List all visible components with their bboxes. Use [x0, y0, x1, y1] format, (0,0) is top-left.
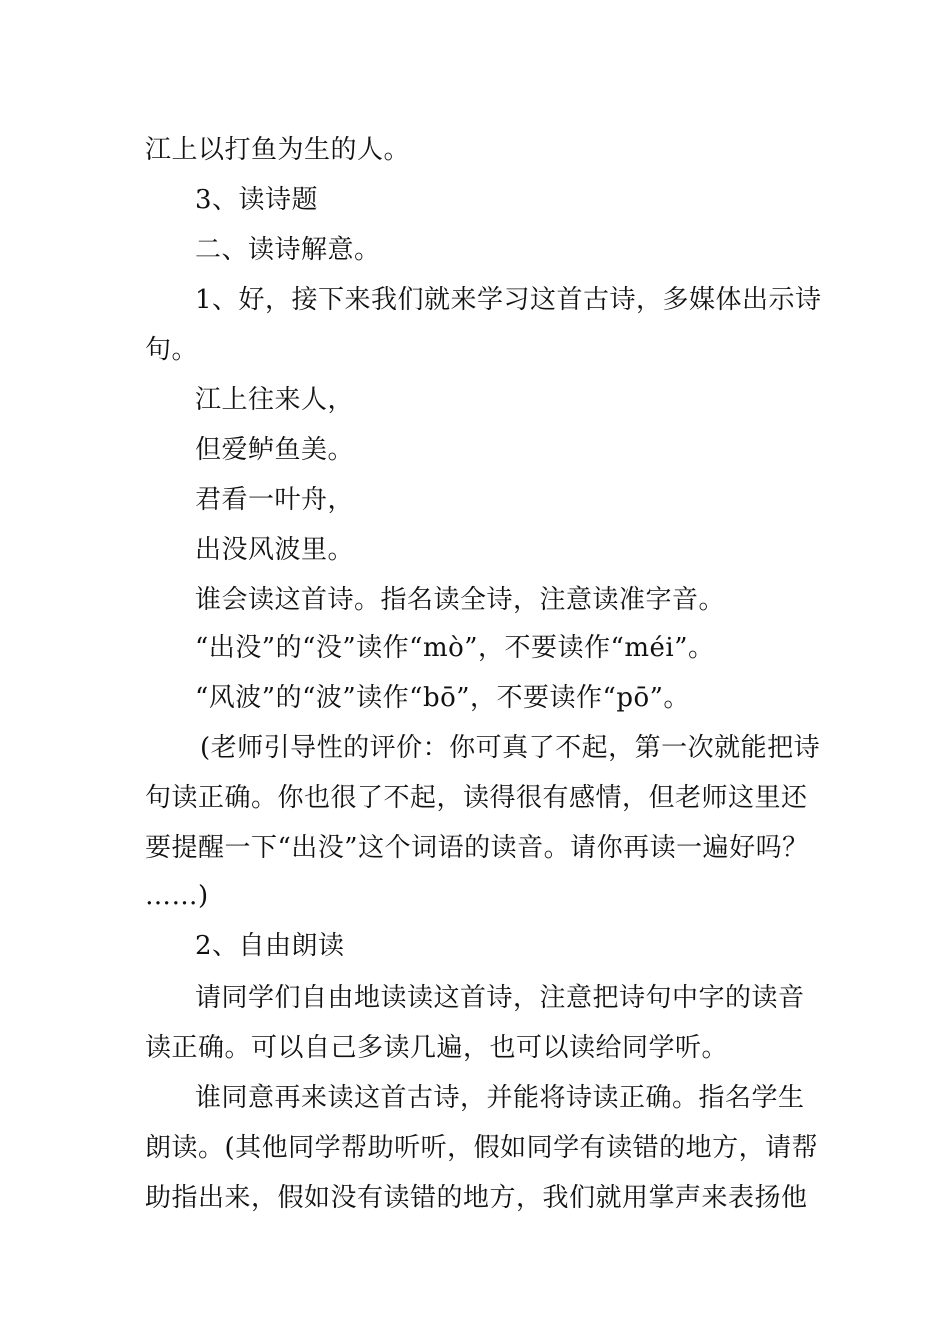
text-line: 谁同意再来读这首古诗，并能将诗读正确。指名学生: [195, 1083, 805, 1113]
text-line: 助指出来，假如没有读错的地方，我们就用掌声来表扬他: [145, 1183, 808, 1213]
text-line: 读正确。可以自己多读几遍，也可以读给同学听。: [145, 1033, 729, 1063]
text-line: ……): [145, 881, 209, 911]
section-heading: 二、读诗解意。: [195, 235, 381, 265]
text-line: 朗读。(其他同学帮助听听，假如同学有读错的地方，请帮: [145, 1133, 819, 1163]
text-line: 要提醒一下“出没”这个词语的读音。请你再读一遍好吗？: [145, 833, 809, 863]
pronunciation-note: “出没”的“没”读作“mò”，不要读作“méi”。: [195, 633, 715, 663]
poem-line: 出没风波里。: [195, 535, 355, 565]
text-line: 请同学们自由地读读这首诗，注意把诗句中字的读音: [195, 983, 805, 1013]
text-line: 江上以打鱼为生的人。: [145, 135, 411, 165]
text-line: 句读正确。你也很了不起，读得很有感情，但老师这里还: [145, 783, 808, 813]
text-line: 1、好，接下来我们就来学习这首古诗，多媒体出示诗: [195, 285, 822, 315]
poem-line: 江上往来人，: [195, 385, 355, 415]
section-heading: 2、自由朗读: [195, 931, 345, 961]
poem-line: 君看一叶舟，: [195, 485, 355, 515]
poem-line: 但爱鲈鱼美。: [195, 435, 355, 465]
text-line: 谁会读这首诗。指名读全诗，注意读准字音。: [195, 585, 726, 615]
section-heading: 3、读诗题: [195, 185, 319, 215]
pronunciation-note: “风波”的“波”读作“bō”，不要读作“pō”。: [195, 683, 690, 713]
text-line: (老师引导性的评价：你可真了不起，第一次就能把诗: [200, 733, 821, 763]
text-line: 句。: [145, 335, 199, 365]
